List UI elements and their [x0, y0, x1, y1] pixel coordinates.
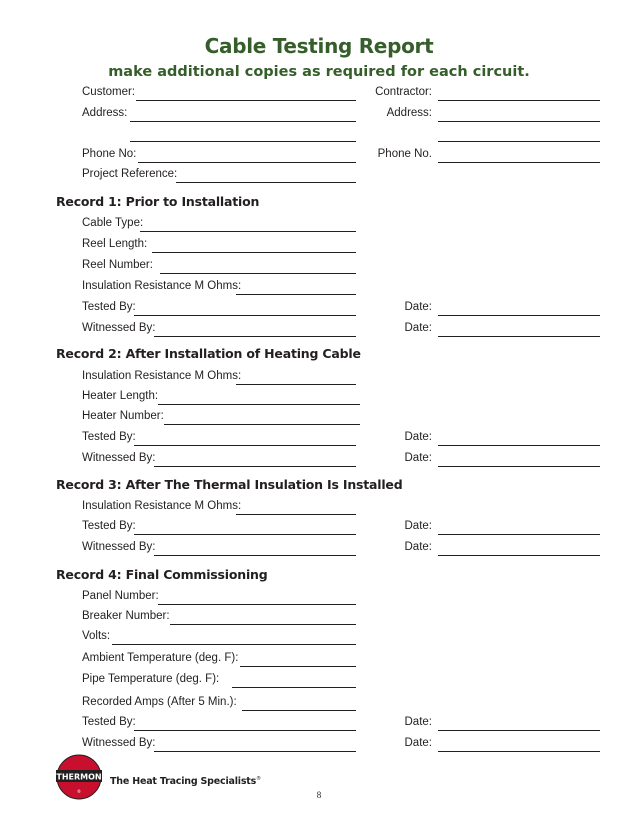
- panel-number-label: Panel Number:: [82, 590, 159, 602]
- tagline-trademark: ®: [256, 776, 261, 782]
- contractor-phone-label: Phone No.: [377, 148, 432, 160]
- reel-length-label: Reel Length:: [82, 238, 148, 250]
- record-4-witnessed-date-field[interactable]: [438, 751, 600, 752]
- footer-tagline: [110, 776, 261, 787]
- record-4-tested-by-label: Tested By:: [82, 716, 136, 728]
- tagline-text: The Heat Tracing Specialists: [110, 776, 257, 788]
- record-2-tested-by-label: Tested By:: [82, 431, 136, 443]
- record-3-witnessed-by-field[interactable]: [154, 555, 356, 556]
- record-2-insulation-field[interactable]: [236, 384, 356, 385]
- project-reference-label: Project Reference:: [82, 168, 178, 180]
- reel-number-label: Reel Number:: [82, 259, 153, 271]
- pipe-temperature-label: Pipe Temperature (deg. F):: [82, 673, 220, 685]
- contractor-field[interactable]: [438, 100, 600, 101]
- record-2-witnessed-date-label: Date:: [404, 452, 432, 464]
- ambient-temperature-label: Ambient Temperature (deg. F):: [82, 652, 239, 664]
- contractor-address-field-1[interactable]: [438, 121, 600, 122]
- record-2-insulation-label: Insulation Resistance M Ohms:: [82, 370, 242, 382]
- volts-label: Volts:: [82, 630, 111, 642]
- breaker-number-field[interactable]: [170, 624, 356, 625]
- contractor-address-field-2[interactable]: [438, 141, 600, 142]
- record-3-tested-date-label: Date:: [404, 520, 432, 532]
- record-2-heading: Record 2: After Installation of Heating Cable: [56, 346, 361, 361]
- logo-trademark: ®: [77, 789, 81, 794]
- customer-label: Customer:: [82, 86, 136, 98]
- panel-number-field[interactable]: [158, 604, 356, 605]
- record-1-witnessed-by-label: Witnessed By:: [82, 322, 156, 334]
- project-reference-field[interactable]: [176, 182, 356, 183]
- breaker-number-label: Breaker Number:: [82, 610, 170, 622]
- record-3-witnessed-date-field[interactable]: [438, 555, 600, 556]
- page-title: Cable Testing Report: [204, 34, 434, 58]
- contractor-address-label: Address:: [386, 107, 432, 119]
- record-1-tested-by-field[interactable]: [134, 315, 356, 316]
- record-1-heading: Record 1: Prior to Installation: [56, 194, 260, 209]
- customer-address-label: Address:: [82, 107, 128, 119]
- ambient-temperature-field[interactable]: [240, 666, 356, 667]
- record-1-tested-date-field[interactable]: [438, 315, 600, 316]
- cable-type-field[interactable]: [140, 231, 356, 232]
- record-4-tested-by-field[interactable]: [134, 730, 356, 731]
- heater-number-label: Heater Number:: [82, 410, 164, 422]
- record-4-tested-date-label: Date:: [404, 716, 432, 728]
- customer-phone-field[interactable]: [138, 162, 356, 163]
- customer-address-field-2[interactable]: [130, 141, 356, 142]
- record-4-witnessed-date-label: Date:: [404, 737, 432, 749]
- cable-type-label: Cable Type:: [82, 217, 144, 229]
- record-4-witnessed-by-label: Witnessed By:: [82, 737, 156, 749]
- record-4-heading: Record 4: Final Commissioning: [56, 567, 268, 582]
- recorded-amps-field[interactable]: [242, 710, 356, 711]
- record-1-tested-by-label: Tested By:: [82, 301, 136, 313]
- record-2-witnessed-date-field[interactable]: [438, 466, 600, 467]
- record-2-tested-by-field[interactable]: [134, 445, 356, 446]
- record-4-tested-date-field[interactable]: [438, 730, 600, 731]
- reel-length-field[interactable]: [152, 252, 356, 253]
- customer-address-field-1[interactable]: [130, 121, 356, 122]
- record-3-witnessed-date-label: Date:: [404, 541, 432, 553]
- record-2-tested-date-field[interactable]: [438, 445, 600, 446]
- heater-length-label: Heater Length:: [82, 390, 159, 402]
- pipe-temperature-field[interactable]: [232, 687, 356, 688]
- heater-number-field[interactable]: [164, 424, 360, 425]
- record-2-witnessed-by-field[interactable]: [154, 466, 356, 467]
- page-subtitle: make additional copies as required for each circuit.: [108, 64, 530, 80]
- record-2-tested-date-label: Date:: [404, 431, 432, 443]
- record-3-tested-date-field[interactable]: [438, 534, 600, 535]
- record-1-insulation-label: Insulation Resistance M Ohms:: [82, 280, 242, 292]
- record-2-witnessed-by-label: Witnessed By:: [82, 452, 156, 464]
- logo-wordmark: THERMON: [56, 772, 102, 782]
- record-3-witnessed-by-label: Witnessed By:: [82, 541, 156, 553]
- record-3-tested-by-label: Tested By:: [82, 520, 136, 532]
- customer-phone-label: Phone No:: [82, 148, 137, 160]
- contractor-phone-field[interactable]: [438, 162, 600, 163]
- contractor-label: Contractor:: [375, 86, 432, 98]
- record-1-witnessed-date-field[interactable]: [438, 336, 600, 337]
- record-3-insulation-label: Insulation Resistance M Ohms:: [82, 500, 242, 512]
- record-1-witnessed-by-field[interactable]: [154, 336, 356, 337]
- record-3-heading: Record 3: After The Thermal Insulation Is Installed: [56, 477, 403, 492]
- reel-number-field[interactable]: [160, 273, 356, 274]
- record-3-tested-by-field[interactable]: [134, 534, 356, 535]
- record-3-insulation-field[interactable]: [236, 514, 356, 515]
- record-1-insulation-field[interactable]: [236, 294, 356, 295]
- record-1-witnessed-date-label: Date:: [404, 322, 432, 334]
- customer-field[interactable]: [136, 100, 356, 101]
- page-number: 8: [316, 790, 322, 800]
- recorded-amps-label: Recorded Amps (After 5 Min.):: [82, 696, 237, 708]
- record-4-witnessed-by-field[interactable]: [154, 751, 356, 752]
- record-1-tested-date-label: Date:: [404, 301, 432, 313]
- volts-field[interactable]: [112, 644, 356, 645]
- heater-length-field[interactable]: [158, 404, 360, 405]
